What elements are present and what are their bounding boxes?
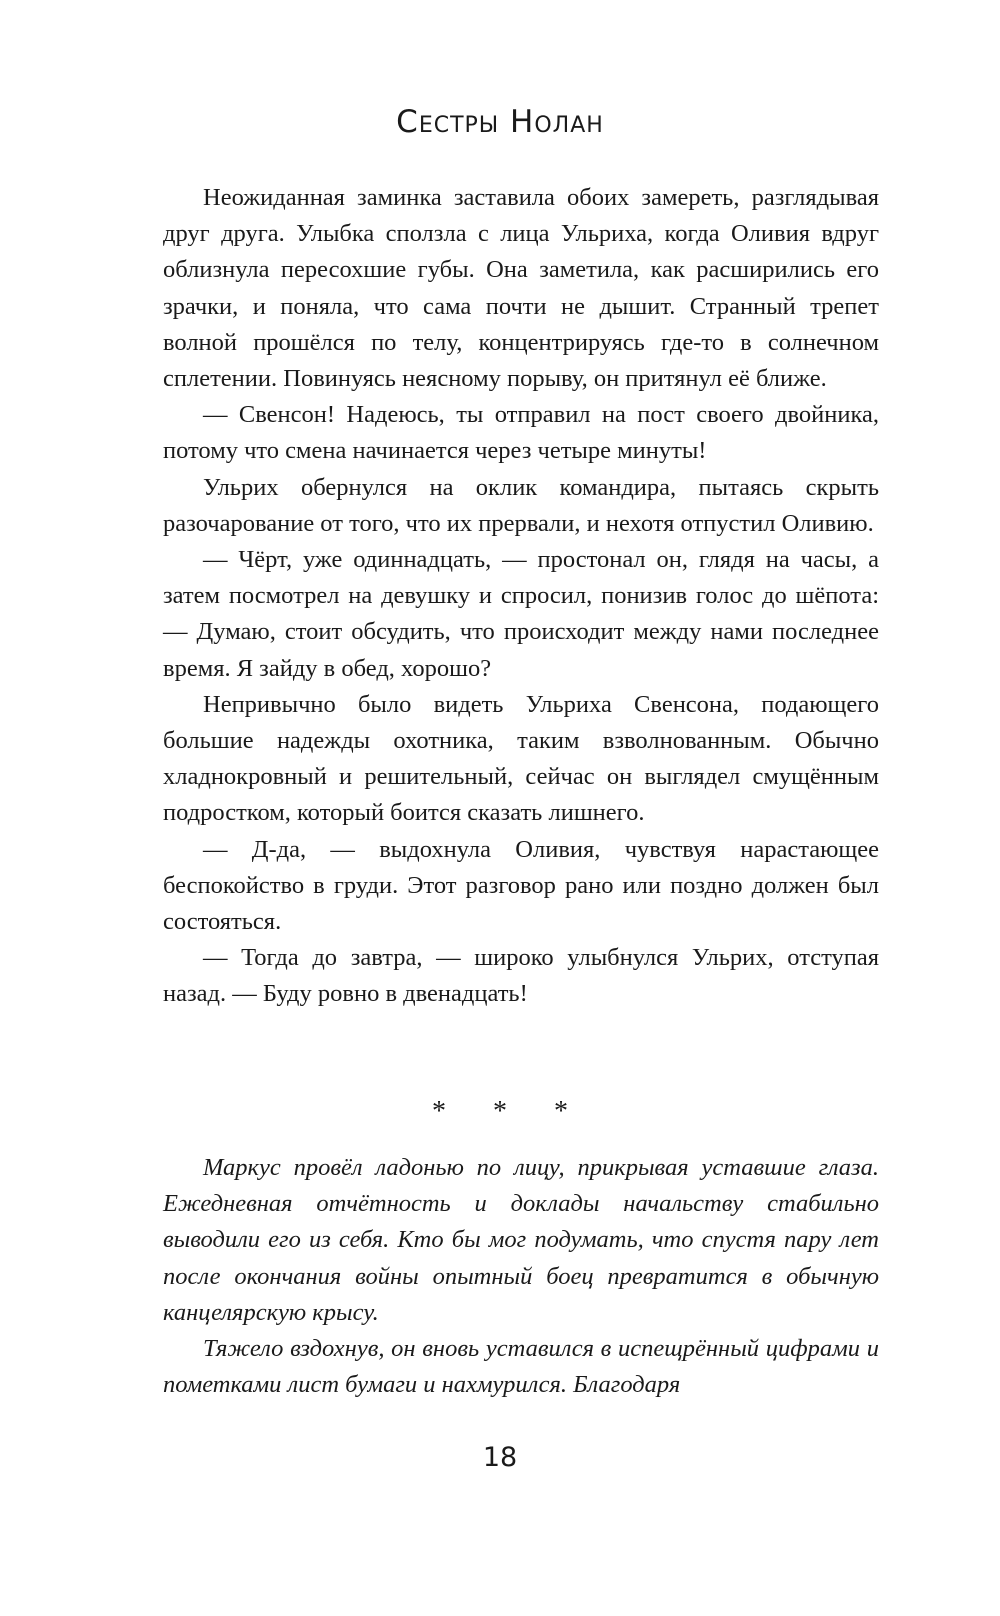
paragraph: Ульрих обернулся на оклик командира, пытаясь скрыть разочарование от того, что их прервали, и нехотя отпустил Оливию. xyxy=(163,473,879,537)
paragraph: Непривычно было видеть Ульриха Свенсона, подающего большие надежды охотника, таким взволнованным. Обычно хладнокровный и решительный, сейчас он выглядел смущённым подростком, который боится сказать лишнего. xyxy=(163,690,879,827)
section-separator: * * * xyxy=(432,1096,588,1127)
italic-section xyxy=(163,1150,879,1403)
italic-paragraph: Маркус провёл ладонью по лицу, прикрывая уставшие глаза. Ежедневная отчётность и доклады начальству стабильно выводили его из себя. Кто бы мог подумать, что спустя пару лет после окончания войны опытный боец превратится в обычную канцелярскую крысу. xyxy=(163,1154,879,1326)
paragraph: Неожиданная заминка заставила обоих замереть, разглядывая друг друга. Улыбка сползла с лица Ульриха, когда Оливия вдруг облизнула пересохшие губы. Она заметила, как расширились его зрачки, и поняла, что сама почти не дышит. Странный трепет волной прошёлся по телу, концентрируясь где-то в солнечном сплетении. Повинуясь неясному порыву, он притянул её ближе. xyxy=(163,184,879,393)
paragraph: — Д-да, — выдохнула Оливия, чувствуя нарастающее беспокойство в груди. Этот разговор рано или поздно должен был состояться. xyxy=(163,835,879,936)
paragraph: — Тогда до завтра, — широко улыбнулся Ульрих, отступая назад. — Буду ровно в двенадцать! xyxy=(163,944,879,1008)
main-text xyxy=(163,180,879,1013)
page-number: 18 xyxy=(482,1442,518,1473)
paragraph: — Свенсон! Надеюсь, ты отправил на пост своего двойника, потому что смена начинается через четыре минуты! xyxy=(163,401,879,465)
paragraph: — Чёрт, уже одиннадцать, — простонал он, глядя на часы, а затем посмотрел на девушку и спросил, понизив голос до шёпота: — Думаю, стоит обсудить, что происходит между нами последнее время. Я зайду в обед, хорошо? xyxy=(163,546,879,682)
italic-paragraph: Тяжело вздохнув, он вновь уставился в испещрённый цифрами и пометками лист бумаги и нахмурился. Благодаря xyxy=(163,1335,879,1399)
running-title: Сестры Нолан xyxy=(396,104,604,140)
